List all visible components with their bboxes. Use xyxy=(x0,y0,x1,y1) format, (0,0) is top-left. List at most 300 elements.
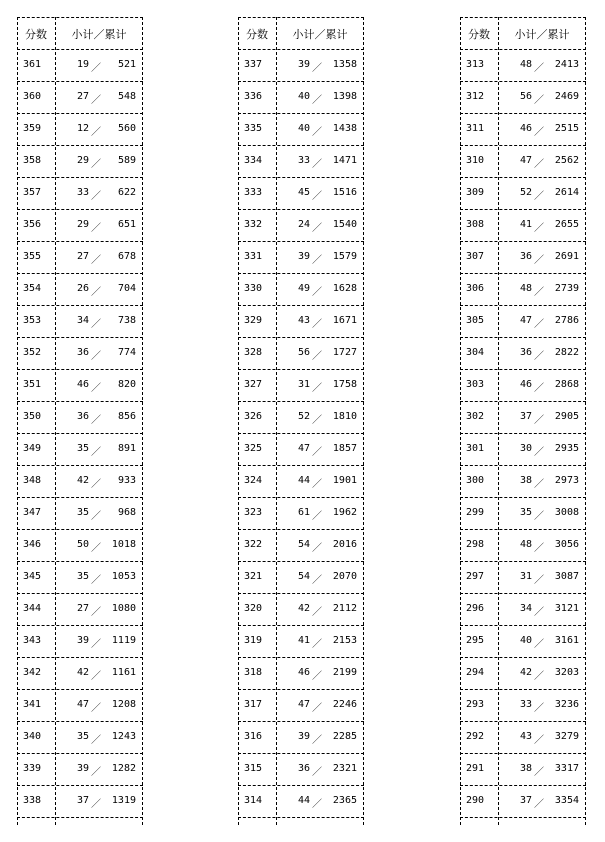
table-row xyxy=(17,657,143,689)
subtotal-cell: 39 xyxy=(297,251,310,262)
separator-glyph: ／ xyxy=(312,351,322,362)
table-row xyxy=(460,465,586,497)
table-horizontal-rule xyxy=(17,17,143,18)
score-cell: 321 xyxy=(244,571,263,582)
score-cell: 361 xyxy=(23,59,42,70)
subtotal-cell: 38 xyxy=(519,763,532,774)
score-cell: 299 xyxy=(466,507,485,518)
cumulative-cell: 2321 xyxy=(332,763,357,774)
score-cell: 354 xyxy=(23,283,42,294)
cumulative-cell: 1727 xyxy=(332,347,357,358)
separator-glyph: ／ xyxy=(91,319,101,330)
table-row xyxy=(17,721,143,753)
score-cell: 337 xyxy=(244,59,263,70)
subtotal-cell: 52 xyxy=(297,411,310,422)
score-cell: 329 xyxy=(244,315,263,326)
table-row xyxy=(460,401,586,433)
separator-glyph: ／ xyxy=(534,159,544,170)
subtotal-cell: 48 xyxy=(519,283,532,294)
subtotal-cell: 33 xyxy=(297,155,310,166)
table-row xyxy=(238,241,364,273)
table-row xyxy=(17,49,143,81)
score-cell: 356 xyxy=(23,219,42,230)
separator-glyph: ／ xyxy=(534,735,544,746)
subtotal-cell: 43 xyxy=(297,315,310,326)
subtotal-cell: 37 xyxy=(519,411,532,422)
subtotal-cell: 46 xyxy=(76,379,89,390)
subtotal-cumulative-header-label: 小计／累计 xyxy=(514,28,570,41)
separator-glyph: ／ xyxy=(312,575,322,586)
score-cell: 358 xyxy=(23,155,42,166)
table-row xyxy=(238,369,364,401)
table-horizontal-rule xyxy=(238,17,364,18)
subtotal-cumulative-header-label: 小计／累计 xyxy=(71,28,127,41)
score-cell: 306 xyxy=(466,283,485,294)
cumulative-cell: 1471 xyxy=(332,155,357,166)
separator-glyph: ／ xyxy=(312,383,322,394)
cumulative-cell: 2246 xyxy=(332,699,357,710)
score-cell: 305 xyxy=(466,315,485,326)
separator-glyph: ／ xyxy=(534,415,544,426)
table-row xyxy=(238,433,364,465)
subtotal-cell: 30 xyxy=(519,443,532,454)
cumulative-cell: 3203 xyxy=(554,667,579,678)
score-cell: 303 xyxy=(466,379,485,390)
cumulative-cell: 3317 xyxy=(554,763,579,774)
separator-glyph: ／ xyxy=(91,351,101,362)
cumulative-cell: 560 xyxy=(117,123,136,134)
subtotal-cell: 49 xyxy=(297,283,310,294)
table-header xyxy=(17,17,143,49)
subtotal-cell: 45 xyxy=(297,187,310,198)
score-cell: 341 xyxy=(23,699,42,710)
table-row xyxy=(17,753,143,785)
subtotal-cell: 40 xyxy=(519,635,532,646)
cumulative-cell: 622 xyxy=(117,187,136,198)
score-cell: 348 xyxy=(23,475,42,486)
table-row xyxy=(460,113,586,145)
cumulative-cell: 2515 xyxy=(554,123,579,134)
table-row xyxy=(238,561,364,593)
subtotal-cell: 36 xyxy=(76,347,89,358)
score-cell: 304 xyxy=(466,347,485,358)
separator-glyph: ／ xyxy=(534,383,544,394)
subtotal-cell: 42 xyxy=(519,667,532,678)
cumulative-cell: 521 xyxy=(117,59,136,70)
table-row xyxy=(17,177,143,209)
separator-glyph: ／ xyxy=(312,255,322,266)
separator-glyph: ／ xyxy=(534,511,544,522)
score-cell: 309 xyxy=(466,187,485,198)
separator-glyph: ／ xyxy=(534,447,544,458)
separator-glyph: ／ xyxy=(91,223,101,234)
table-row xyxy=(238,145,364,177)
subtotal-cell: 29 xyxy=(76,219,89,230)
score-cell: 326 xyxy=(244,411,263,422)
table-row xyxy=(460,721,586,753)
separator-glyph: ／ xyxy=(91,63,101,74)
table-horizontal-rule xyxy=(17,817,143,818)
subtotal-cell: 42 xyxy=(76,475,89,486)
table-row xyxy=(460,625,586,657)
cumulative-cell: 1901 xyxy=(332,475,357,486)
subtotal-cell: 39 xyxy=(76,763,89,774)
separator-glyph: ／ xyxy=(91,255,101,266)
cumulative-cell: 1962 xyxy=(332,507,357,518)
score-cell: 301 xyxy=(466,443,485,454)
table-row xyxy=(238,113,364,145)
cumulative-cell: 1282 xyxy=(111,763,136,774)
table-row xyxy=(460,593,586,625)
subtotal-cell: 35 xyxy=(76,443,89,454)
score-cell: 312 xyxy=(466,91,485,102)
table-row xyxy=(238,785,364,817)
subtotal-cell: 31 xyxy=(519,571,532,582)
score-header-label: 分数 xyxy=(25,28,47,41)
table-horizontal-rule xyxy=(238,817,364,818)
score-cell: 350 xyxy=(23,411,42,422)
subtotal-cell: 40 xyxy=(297,123,310,134)
cumulative-cell: 3161 xyxy=(554,635,579,646)
separator-glyph: ／ xyxy=(534,543,544,554)
subtotal-cell: 39 xyxy=(297,59,310,70)
table-horizontal-rule xyxy=(460,17,586,18)
separator-glyph: ／ xyxy=(91,191,101,202)
score-cell: 355 xyxy=(23,251,42,262)
subtotal-cell: 29 xyxy=(76,155,89,166)
table-row xyxy=(238,497,364,529)
subtotal-cell: 34 xyxy=(519,603,532,614)
score-cell: 308 xyxy=(466,219,485,230)
cumulative-cell: 1243 xyxy=(111,731,136,742)
table-row xyxy=(460,657,586,689)
cumulative-cell: 1161 xyxy=(111,667,136,678)
separator-glyph: ／ xyxy=(312,159,322,170)
cumulative-cell: 1857 xyxy=(332,443,357,454)
table-row xyxy=(17,81,143,113)
score-cell: 316 xyxy=(244,731,263,742)
subtotal-cell: 33 xyxy=(519,699,532,710)
subtotal-cell: 26 xyxy=(76,283,89,294)
table-row xyxy=(460,433,586,465)
score-cell: 320 xyxy=(244,603,263,614)
score-cell: 290 xyxy=(466,795,485,806)
separator-glyph: ／ xyxy=(91,639,101,650)
subtotal-cell: 44 xyxy=(297,795,310,806)
score-cell: 297 xyxy=(466,571,485,582)
table-row xyxy=(238,721,364,753)
score-cell: 319 xyxy=(244,635,263,646)
cumulative-cell: 2973 xyxy=(554,475,579,486)
table-row xyxy=(17,785,143,817)
cumulative-cell: 3236 xyxy=(554,699,579,710)
separator-glyph: ／ xyxy=(534,799,544,810)
table-row xyxy=(460,369,586,401)
subtotal-cell: 35 xyxy=(76,507,89,518)
cumulative-cell: 3354 xyxy=(554,795,579,806)
cumulative-cell: 2868 xyxy=(554,379,579,390)
score-cell: 293 xyxy=(466,699,485,710)
table-row xyxy=(238,689,364,721)
table-row xyxy=(460,273,586,305)
cumulative-cell: 1053 xyxy=(111,571,136,582)
table-row xyxy=(17,401,143,433)
cumulative-cell: 678 xyxy=(117,251,136,262)
table-row xyxy=(238,209,364,241)
score-cell: 307 xyxy=(466,251,485,262)
cumulative-cell: 2413 xyxy=(554,59,579,70)
separator-glyph: ／ xyxy=(534,255,544,266)
separator-glyph: ／ xyxy=(534,639,544,650)
score-cell: 340 xyxy=(23,731,42,742)
separator-glyph: ／ xyxy=(534,95,544,106)
separator-glyph: ／ xyxy=(534,767,544,778)
table-row xyxy=(460,305,586,337)
separator-glyph: ／ xyxy=(91,383,101,394)
table-row xyxy=(17,273,143,305)
subtotal-cell: 46 xyxy=(519,379,532,390)
score-cell: 315 xyxy=(244,763,263,774)
separator-glyph: ／ xyxy=(312,287,322,298)
subtotal-cell: 47 xyxy=(76,699,89,710)
cumulative-cell: 2365 xyxy=(332,795,357,806)
subtotal-cell: 12 xyxy=(76,123,89,134)
separator-glyph: ／ xyxy=(534,319,544,330)
score-header-label: 分数 xyxy=(246,28,268,41)
score-cell: 346 xyxy=(23,539,42,550)
separator-glyph: ／ xyxy=(534,223,544,234)
cumulative-cell: 2153 xyxy=(332,635,357,646)
table-row xyxy=(17,497,143,529)
score-cell: 342 xyxy=(23,667,42,678)
subtotal-cumulative-header-label: 小计／累计 xyxy=(292,28,348,41)
score-cell: 322 xyxy=(244,539,263,550)
separator-glyph: ／ xyxy=(91,479,101,490)
table-row xyxy=(460,49,586,81)
separator-glyph: ／ xyxy=(312,735,322,746)
cumulative-cell: 589 xyxy=(117,155,136,166)
separator-glyph: ／ xyxy=(312,319,322,330)
cumulative-cell: 1516 xyxy=(332,187,357,198)
cumulative-cell: 2112 xyxy=(332,603,357,614)
table-row xyxy=(17,593,143,625)
score-cell: 292 xyxy=(466,731,485,742)
score-cell: 347 xyxy=(23,507,42,518)
cumulative-cell: 856 xyxy=(117,411,136,422)
separator-glyph: ／ xyxy=(312,767,322,778)
subtotal-cell: 36 xyxy=(519,251,532,262)
table-row xyxy=(17,465,143,497)
subtotal-cell: 47 xyxy=(519,315,532,326)
table-row xyxy=(238,177,364,209)
separator-glyph: ／ xyxy=(312,223,322,234)
score-cell: 331 xyxy=(244,251,263,262)
cumulative-cell: 3087 xyxy=(554,571,579,582)
cumulative-cell: 3056 xyxy=(554,539,579,550)
score-cell: 310 xyxy=(466,155,485,166)
table-header xyxy=(460,17,586,49)
table-row xyxy=(460,209,586,241)
cumulative-cell: 1758 xyxy=(332,379,357,390)
table-row xyxy=(238,625,364,657)
table-row xyxy=(460,81,586,113)
score-cell: 339 xyxy=(23,763,42,774)
subtotal-cell: 50 xyxy=(76,539,89,550)
score-cell: 324 xyxy=(244,475,263,486)
score-cell: 298 xyxy=(466,539,485,550)
subtotal-cell: 41 xyxy=(519,219,532,230)
subtotal-cell: 52 xyxy=(519,187,532,198)
subtotal-cell: 47 xyxy=(519,155,532,166)
cumulative-cell: 1358 xyxy=(332,59,357,70)
cumulative-cell: 3121 xyxy=(554,603,579,614)
separator-glyph: ／ xyxy=(91,127,101,138)
separator-glyph: ／ xyxy=(91,767,101,778)
cumulative-cell: 704 xyxy=(117,283,136,294)
cumulative-cell: 891 xyxy=(117,443,136,454)
score-table-column-2 xyxy=(238,17,364,825)
cumulative-cell: 1438 xyxy=(332,123,357,134)
table-row xyxy=(460,529,586,561)
cumulative-cell: 2469 xyxy=(554,91,579,102)
separator-glyph: ／ xyxy=(91,511,101,522)
table-row xyxy=(17,209,143,241)
table-row xyxy=(17,305,143,337)
subtotal-cell: 40 xyxy=(297,91,310,102)
score-cell: 330 xyxy=(244,283,263,294)
cumulative-cell: 2614 xyxy=(554,187,579,198)
separator-glyph: ／ xyxy=(91,575,101,586)
cumulative-cell: 1119 xyxy=(111,635,136,646)
cumulative-cell: 820 xyxy=(117,379,136,390)
subtotal-cell: 27 xyxy=(76,251,89,262)
table-row xyxy=(460,785,586,817)
score-cell: 313 xyxy=(466,59,485,70)
subtotal-cell: 48 xyxy=(519,539,532,550)
score-cell: 351 xyxy=(23,379,42,390)
subtotal-cell: 48 xyxy=(519,59,532,70)
separator-glyph: ／ xyxy=(534,703,544,714)
score-cell: 359 xyxy=(23,123,42,134)
cumulative-cell: 1319 xyxy=(111,795,136,806)
table-row xyxy=(460,337,586,369)
subtotal-cell: 46 xyxy=(519,123,532,134)
score-cell: 349 xyxy=(23,443,42,454)
score-cell: 302 xyxy=(466,411,485,422)
separator-glyph: ／ xyxy=(312,191,322,202)
score-cell: 334 xyxy=(244,155,263,166)
score-table-column-1 xyxy=(17,17,143,825)
table-row xyxy=(17,561,143,593)
separator-glyph: ／ xyxy=(91,447,101,458)
subtotal-cell: 19 xyxy=(76,59,89,70)
table-row xyxy=(238,657,364,689)
separator-glyph: ／ xyxy=(312,95,322,106)
score-cell: 325 xyxy=(244,443,263,454)
separator-glyph: ／ xyxy=(312,511,322,522)
cumulative-cell: 2562 xyxy=(554,155,579,166)
score-cell: 295 xyxy=(466,635,485,646)
table-row xyxy=(17,241,143,273)
separator-glyph: ／ xyxy=(312,63,322,74)
table-row xyxy=(17,529,143,561)
subtotal-cell: 35 xyxy=(519,507,532,518)
subtotal-cell: 36 xyxy=(519,347,532,358)
score-table-column-3 xyxy=(460,17,586,825)
separator-glyph: ／ xyxy=(91,159,101,170)
subtotal-cell: 35 xyxy=(76,731,89,742)
separator-glyph: ／ xyxy=(534,671,544,682)
cumulative-cell: 2786 xyxy=(554,315,579,326)
subtotal-cell: 54 xyxy=(297,571,310,582)
subtotal-cell: 46 xyxy=(297,667,310,678)
table-row xyxy=(238,81,364,113)
cumulative-cell: 2199 xyxy=(332,667,357,678)
score-cell: 328 xyxy=(244,347,263,358)
score-cell: 343 xyxy=(23,635,42,646)
separator-glyph: ／ xyxy=(534,191,544,202)
score-cell: 327 xyxy=(244,379,263,390)
table-row xyxy=(238,753,364,785)
subtotal-cell: 37 xyxy=(519,795,532,806)
table-row xyxy=(460,497,586,529)
subtotal-cell: 34 xyxy=(76,315,89,326)
table-row xyxy=(238,49,364,81)
subtotal-cell: 36 xyxy=(297,763,310,774)
score-cell: 296 xyxy=(466,603,485,614)
separator-glyph: ／ xyxy=(91,95,101,106)
separator-glyph: ／ xyxy=(534,607,544,618)
score-cell: 360 xyxy=(23,91,42,102)
subtotal-cell: 47 xyxy=(297,699,310,710)
table-row xyxy=(17,433,143,465)
cumulative-cell: 1628 xyxy=(332,283,357,294)
separator-glyph: ／ xyxy=(534,127,544,138)
cumulative-cell: 3279 xyxy=(554,731,579,742)
score-cell: 318 xyxy=(244,667,263,678)
cumulative-cell: 968 xyxy=(117,507,136,518)
table-row xyxy=(238,305,364,337)
cumulative-cell: 933 xyxy=(117,475,136,486)
subtotal-cell: 39 xyxy=(76,635,89,646)
cumulative-cell: 2655 xyxy=(554,219,579,230)
separator-glyph: ／ xyxy=(312,703,322,714)
score-cell: 323 xyxy=(244,507,263,518)
cumulative-cell: 738 xyxy=(117,315,136,326)
separator-glyph: ／ xyxy=(91,799,101,810)
subtotal-cell: 47 xyxy=(297,443,310,454)
cumulative-cell: 2905 xyxy=(554,411,579,422)
score-cell: 291 xyxy=(466,763,485,774)
score-cell: 352 xyxy=(23,347,42,358)
cumulative-cell: 1080 xyxy=(111,603,136,614)
table-row xyxy=(460,753,586,785)
subtotal-cell: 43 xyxy=(519,731,532,742)
separator-glyph: ／ xyxy=(534,575,544,586)
score-header-label: 分数 xyxy=(468,28,490,41)
subtotal-cell: 42 xyxy=(297,603,310,614)
subtotal-cell: 39 xyxy=(297,731,310,742)
cumulative-cell: 2739 xyxy=(554,283,579,294)
separator-glyph: ／ xyxy=(312,671,322,682)
score-cell: 335 xyxy=(244,123,263,134)
cumulative-cell: 1208 xyxy=(111,699,136,710)
separator-glyph: ／ xyxy=(534,479,544,490)
separator-glyph: ／ xyxy=(91,671,101,682)
cumulative-cell: 1579 xyxy=(332,251,357,262)
score-cell: 294 xyxy=(466,667,485,678)
separator-glyph: ／ xyxy=(312,639,322,650)
